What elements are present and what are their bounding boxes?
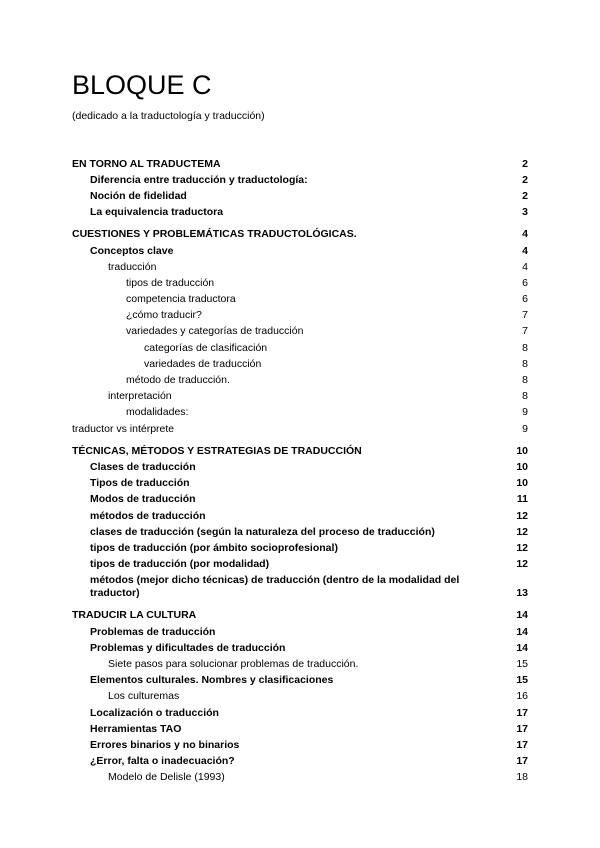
toc-entry[interactable]	[72, 389, 528, 405]
toc-entry-text: La equivalencia traductora	[90, 206, 224, 219]
page-subtitle: (dedicado a la traductología y traducción)	[72, 110, 265, 122]
toc-entry[interactable]	[72, 689, 528, 705]
toc-entry[interactable]	[72, 673, 528, 689]
toc-entry-text: Problemas y dificultades de traducción	[90, 641, 286, 654]
toc-entry[interactable]	[72, 340, 528, 356]
toc-entry[interactable]	[72, 259, 528, 275]
toc-entry-text: TRADUCIR LA CULTURA	[72, 609, 197, 622]
toc-entry-text: tipos de traducción (por modalidad)	[90, 558, 270, 571]
toc-entry[interactable]	[72, 640, 528, 656]
toc-entry-page: 3	[522, 206, 528, 219]
toc-entry-page: 7	[522, 309, 528, 322]
toc-entry[interactable]	[72, 754, 528, 770]
toc-entry-text: método de traducción.	[126, 374, 230, 387]
toc-entry-text: Modos de traducción	[90, 493, 196, 506]
toc-entry-page: 9	[522, 422, 528, 435]
toc-entry[interactable]	[72, 275, 528, 291]
toc-entry[interactable]	[72, 443, 528, 459]
toc-entry-page: 12	[516, 509, 528, 522]
toc-entry[interactable]	[72, 324, 528, 340]
toc-entry-text: ¿cómo traducir?	[126, 309, 202, 322]
toc-entry[interactable]	[72, 557, 528, 573]
toc-entry-page: 4	[522, 228, 528, 241]
toc-entry[interactable]	[72, 459, 528, 475]
toc-entry-page: 16	[516, 690, 528, 703]
toc-entry-text: EN TORNO AL TRADUCTEMA	[72, 157, 221, 170]
toc-entry-text: Modelo de Delisle (1993)	[108, 771, 225, 784]
toc-entry[interactable]	[72, 705, 528, 721]
toc-entry[interactable]	[72, 356, 528, 372]
toc-entry-text: Diferencia entre traducción y traductología:	[90, 173, 308, 186]
toc-entry-page: 12	[516, 541, 528, 554]
toc-entry-page: 2	[522, 157, 528, 170]
toc-entry-page: 4	[522, 244, 528, 257]
toc-entry[interactable]	[72, 573, 528, 602]
toc-entry-text: Siete pasos para solucionar problemas de traducción.	[108, 658, 359, 671]
toc-entry-text: interpretación	[108, 390, 172, 403]
toc-entry-page: 14	[516, 609, 528, 622]
toc-entry-page: 11	[516, 493, 528, 506]
toc-entry-page: 6	[522, 293, 528, 306]
toc-entry-page: 9	[522, 406, 528, 419]
toc-entry[interactable]	[72, 292, 528, 308]
toc-entry-text: Los culturemas	[108, 690, 180, 703]
toc-entry-text: categorías de clasificación	[144, 341, 268, 354]
toc-entry-page: 6	[522, 276, 528, 289]
toc-entry[interactable]	[72, 156, 528, 172]
toc-entry-page: 10	[516, 460, 528, 473]
toc-entry[interactable]	[72, 227, 528, 243]
toc-entry-text: Noción de fidelidad	[90, 189, 187, 202]
toc-entry-text: tipos de traducción	[126, 276, 215, 289]
toc-entry[interactable]	[72, 421, 528, 437]
toc-entry-page: 14	[516, 625, 528, 638]
toc-entry-page: 8	[522, 390, 528, 403]
toc-entry-text: Elementos culturales. Nombres y clasificaciones	[90, 674, 334, 687]
toc-entry[interactable]	[72, 172, 528, 188]
toc-entry-page: 17	[516, 706, 528, 719]
toc-entry-page: 17	[516, 755, 528, 768]
page-title: BLOQUE C	[72, 70, 212, 100]
toc-entry[interactable]	[72, 476, 528, 492]
toc-entry[interactable]	[72, 656, 528, 672]
toc-entry[interactable]	[72, 540, 528, 556]
toc-entry-text: TÉCNICAS, MÉTODOS Y ESTRATEGIAS DE TRADUCCIÓN	[72, 444, 362, 457]
toc-entry-page: 13	[516, 587, 528, 600]
toc-entry-text: ¿Error, falta o inadecuación?	[90, 755, 235, 768]
toc-entry-page: 15	[516, 658, 528, 671]
toc-entry[interactable]	[72, 372, 528, 388]
toc-entry-text: CUESTIONES Y PROBLEMÁTICAS TRADUCTOLÓGICAS.	[72, 228, 357, 241]
toc-entry-page: 8	[522, 357, 528, 370]
toc-entry[interactable]	[72, 737, 528, 753]
toc-entry-page: 2	[522, 189, 528, 202]
toc-entry-page: 12	[516, 558, 528, 571]
toc-entry-text: Localización o traducción	[90, 706, 219, 719]
toc-entry[interactable]	[72, 243, 528, 259]
toc-entry-text: Conceptos clave	[90, 244, 174, 257]
toc-entry-text: traducción	[108, 260, 157, 273]
toc-entry-page: 17	[516, 722, 528, 735]
toc-entry[interactable]	[72, 405, 528, 421]
toc-entry-text: modalidades:	[126, 406, 189, 419]
toc-entry[interactable]	[72, 721, 528, 737]
toc-entry-page: 12	[516, 525, 528, 538]
toc-entry[interactable]	[72, 205, 528, 221]
toc-entry[interactable]	[72, 508, 528, 524]
toc-entry[interactable]	[72, 524, 528, 540]
toc-entry[interactable]	[72, 608, 528, 624]
toc-entry-page: 15	[516, 674, 528, 687]
toc-entry-text: métodos (mejor dicho técnicas) de traducción (dentro de la modalidad del traductor)	[90, 574, 460, 600]
toc-entry[interactable]	[72, 770, 528, 786]
toc-entry-text: Errores binarios y no binarios	[90, 738, 240, 751]
toc-entry-text: Problemas de traducción	[90, 625, 216, 638]
toc-entry-page: 14	[516, 641, 528, 654]
toc-entry-text: Herramientas TAO	[90, 722, 182, 735]
toc-entry-page: 8	[522, 341, 528, 354]
toc-entry[interactable]	[72, 188, 528, 204]
toc-entry-page: 10	[516, 444, 528, 457]
toc-entry-page: 4	[522, 260, 528, 273]
toc-entry-text: métodos de traducción	[90, 509, 206, 522]
table-of-contents	[72, 156, 528, 786]
toc-entry-page: 18	[516, 771, 528, 784]
toc-entry-text: Clases de traducción	[90, 460, 196, 473]
toc-entry-page: 7	[522, 325, 528, 338]
toc-entry-text: traductor vs intérprete	[72, 422, 175, 435]
toc-entry-text: variedades y categorías de traducción	[126, 325, 304, 338]
toc-entry[interactable]	[72, 308, 528, 324]
toc-entry-text: clases de traducción (según la naturaleza del proceso de traducción)	[90, 525, 435, 538]
toc-entry[interactable]	[72, 492, 528, 508]
toc-entry-text: tipos de traducción (por ámbito socioprofesional)	[90, 541, 338, 554]
toc-entry-page: 2	[522, 173, 528, 186]
toc-entry-page: 17	[516, 738, 528, 751]
toc-entry[interactable]	[72, 624, 528, 640]
toc-entry-page: 8	[522, 374, 528, 387]
toc-entry-text: variedades de traducción	[144, 357, 262, 370]
toc-entry-text: Tipos de traducción	[90, 477, 190, 490]
toc-entry-text: competencia traductora	[126, 293, 236, 306]
toc-entry-page: 10	[516, 477, 528, 490]
